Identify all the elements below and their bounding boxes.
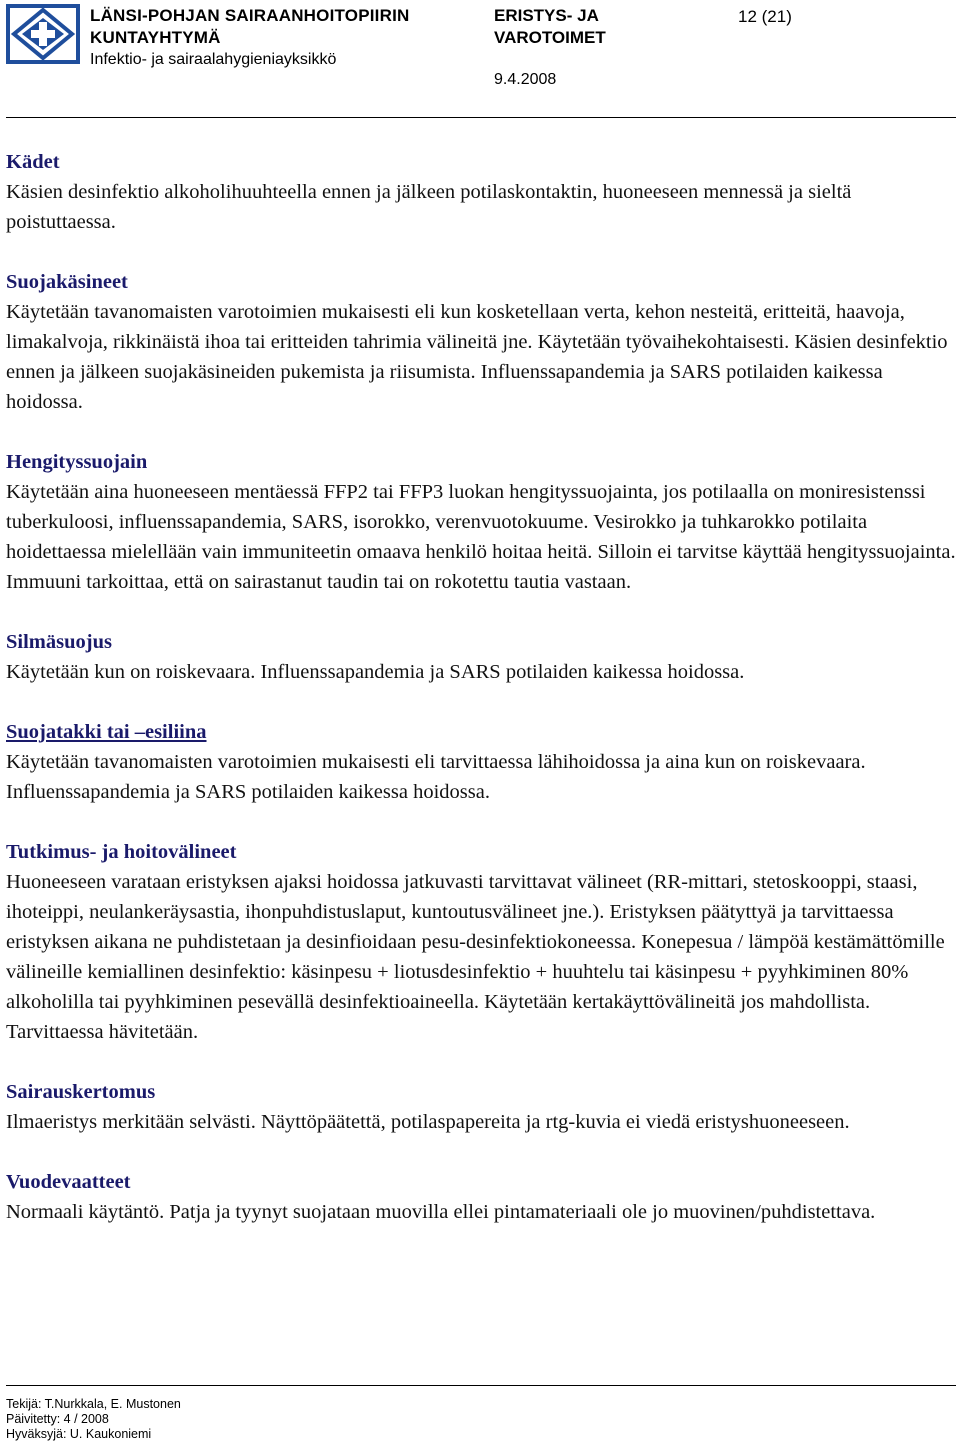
page-header (0, 0, 960, 112)
section-heading: Vuodevaatteet (6, 1171, 131, 1193)
document-title-line1: ERISTYS- JA (494, 6, 599, 25)
section-gown-apron (6, 717, 956, 807)
section-heading: Hengityssuojain (6, 451, 148, 473)
section-equipment (6, 837, 956, 1047)
footer-approved: Hyväksyjä: U. Kaukoniemi (6, 1427, 152, 1441)
section-text: Huoneeseen varataan eristyksen ajaksi hoidossa jatkuvasti tarvittavat välineet (RR-mittari, stetoskooppi, staasi, ihoteippi, neulankeräysastia, ihonpuhdistuslaput, kuntoutusvälineet jne.). Eristyksen päätyttyä ja tarvittaessa eristyksen aikana ne puhdistetaan ja desinfioidaan pesu-desinfektiokoneessa. Konepesua / lämpöä kestämättömille välineille kemiallinen desinfektio: käsinpesu + liotusdesinfektio + huuhtelu tai käsinpesu + pyyhkiminen 80% alkoholilla tai pyyhkiminen pesevällä desinfektioaineella. Käytetään kertakäyttövälineitä jos mahdollista. Tarvittaessa hävitetään. (6, 871, 945, 1043)
organization-block (90, 5, 409, 71)
section-medical-record (6, 1077, 956, 1137)
footer-divider (6, 1385, 956, 1386)
section-text: Ilmaeristys merkitään selvästi. Näyttöpäätettä, potilaspapereita ja rtg-kuvia ei viedä eristyshuoneeseen. (6, 1111, 850, 1133)
section-respirator (6, 447, 956, 597)
section-heading: Sairauskertomus (6, 1081, 156, 1103)
section-text: Käytetään tavanomaisten varotoimien mukaisesti eli tarvittaessa lähihoidossa ja aina kun on roiskevaara. Influenssapandemia ja SARS potilaiden kaikessa hoidossa. (6, 751, 866, 803)
section-heading: Silmäsuojus (6, 631, 112, 653)
organization-name-line2: KUNTAYHTYMÄ (90, 28, 221, 47)
footer-author: Tekijä: T.Nurkkala, E. Mustonen (6, 1397, 181, 1411)
footer-updated: Päivitetty: 4 / 2008 (6, 1412, 109, 1426)
hospital-district-logo (6, 4, 80, 64)
page-number: 12 (21) (738, 7, 792, 26)
document-title (494, 5, 606, 49)
section-bedding (6, 1167, 956, 1227)
section-heading: Suojakäsineet (6, 271, 128, 293)
section-text: Käsien desinfektio alkoholihuuhteella ennen ja jälkeen potilaskontaktin, huoneeseen mennessä ja sieltä poistuttaessa. (6, 181, 852, 233)
section-text: Käytetään aina huoneeseen mentäessä FFP2 tai FFP3 luokan hengityssuojainta, jos potilaalla on moniresistenssi tuberkuloosi, influenssapandemia, SARS, isorokko, verenvuotokuume. Vesirokko ja tuhkarokko potilaita hoidettaessa mielellään vain immuniteetin omaava henkilö hoitaa heitä. Silloin ei tarvitse käyttää hengityssuojainta. Immuuni tarkoittaa, että on sairastanut taudin tai on rokotettu tautia vastaan. (6, 481, 956, 593)
section-text: Käytetään kun on roiskevaara. Influenssapandemia ja SARS potilaiden kaikessa hoidossa. (6, 661, 745, 683)
header-divider (6, 117, 956, 118)
section-heading: Tutkimus- ja hoitovälineet (6, 841, 237, 863)
organization-unit: Infektio- ja sairaalahygieniayksikkö (90, 51, 337, 68)
section-gloves (6, 267, 956, 417)
section-text: Käytetään tavanomaisten varotoimien mukaisesti eli kun kosketellaan verta, kehon nesteitä, eritteitä, haavoja, limakalvoja, rikkinäistä ihoa tai eritteiden tahrimia välineitä jne. Käytetään työvaihekohtaisesti. Käsien desinfektio ennen ja jälkeen suojakäsineiden pukemista ja riisumista. Influenssapandemia ja SARS potilaiden kaikessa hoidossa. (6, 301, 948, 413)
document-title-line2: VAROTOIMET (494, 28, 606, 47)
document-body (6, 147, 956, 1257)
section-text: Normaali käytäntö. Patja ja tyynyt suojataan muovilla ellei pintamateriaali ole jo muovinen/puhdistettava. (6, 1201, 876, 1223)
section-eye-protection (6, 627, 956, 687)
section-heading: Suojatakki tai –esiliina (6, 721, 207, 743)
organization-name-line1: LÄNSI-POHJAN SAIRAANHOITOPIIRIN (90, 6, 410, 25)
document-date: 9.4.2008 (494, 71, 557, 88)
section-hands (6, 147, 956, 237)
section-heading: Kädet (6, 151, 60, 173)
page-footer (6, 1397, 181, 1442)
